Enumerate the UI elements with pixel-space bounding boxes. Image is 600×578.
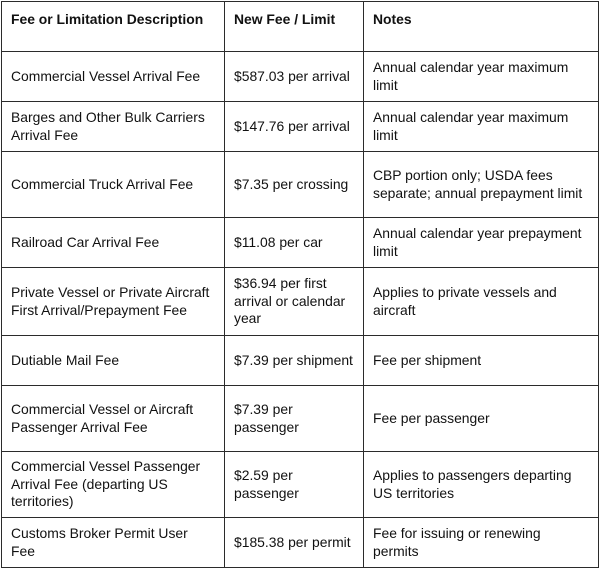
cell-description: Commercial Vessel Arrival Fee	[2, 52, 225, 102]
cell-notes: Applies to passengers departing US territories	[364, 452, 599, 518]
table-row	[2, 268, 599, 336]
cell-new-fee: $36.94 per first arrival or calendar year	[225, 268, 364, 336]
cell-notes: Annual calendar year maximum limit	[364, 52, 599, 102]
column-header-description: Fee or Limitation Description	[2, 2, 225, 52]
cell-notes: Fee for issuing or renewing permits	[364, 518, 599, 568]
cell-new-fee: $7.35 per crossing	[225, 152, 364, 218]
table-row	[2, 518, 599, 568]
cell-description: Railroad Car Arrival Fee	[2, 218, 225, 268]
cell-description: Commercial Vessel or Aircraft Passenger Arrival Fee	[2, 386, 225, 452]
column-header-notes: Notes	[364, 2, 599, 52]
cell-new-fee: $147.76 per arrival	[225, 102, 364, 152]
cell-new-fee: $7.39 per passenger	[225, 386, 364, 452]
column-header-new-fee: New Fee / Limit	[225, 2, 364, 52]
cell-description: Commercial Truck Arrival Fee	[2, 152, 225, 218]
cell-notes: Fee per passenger	[364, 386, 599, 452]
table-header-row	[2, 2, 599, 52]
cell-new-fee: $587.03 per arrival	[225, 52, 364, 102]
cell-notes: CBP portion only; USDA fees separate; annual prepayment limit	[364, 152, 599, 218]
cell-new-fee: $7.39 per shipment	[225, 336, 364, 386]
cell-description: Customs Broker Permit User Fee	[2, 518, 225, 568]
cell-notes: Applies to private vessels and aircraft	[364, 268, 599, 336]
cell-new-fee: $2.59 per passenger	[225, 452, 364, 518]
cell-notes: Annual calendar year maximum limit	[364, 102, 599, 152]
table-row	[2, 102, 599, 152]
cell-description: Barges and Other Bulk Carriers Arrival Fee	[2, 102, 225, 152]
cell-notes: Annual calendar year prepayment limit	[364, 218, 599, 268]
table-row	[2, 152, 599, 218]
fee-table	[1, 1, 599, 568]
table-row	[2, 52, 599, 102]
cell-description: Dutiable Mail Fee	[2, 336, 225, 386]
table-row	[2, 336, 599, 386]
cell-description: Commercial Vessel Passenger Arrival Fee (departing US territories)	[2, 452, 225, 518]
table-row	[2, 386, 599, 452]
cell-new-fee: $185.38 per permit	[225, 518, 364, 568]
cell-new-fee: $11.08 per car	[225, 218, 364, 268]
table-row	[2, 452, 599, 518]
table-row	[2, 218, 599, 268]
cell-notes: Fee per shipment	[364, 336, 599, 386]
cell-description: Private Vessel or Private Aircraft First Arrival/Prepayment Fee	[2, 268, 225, 336]
